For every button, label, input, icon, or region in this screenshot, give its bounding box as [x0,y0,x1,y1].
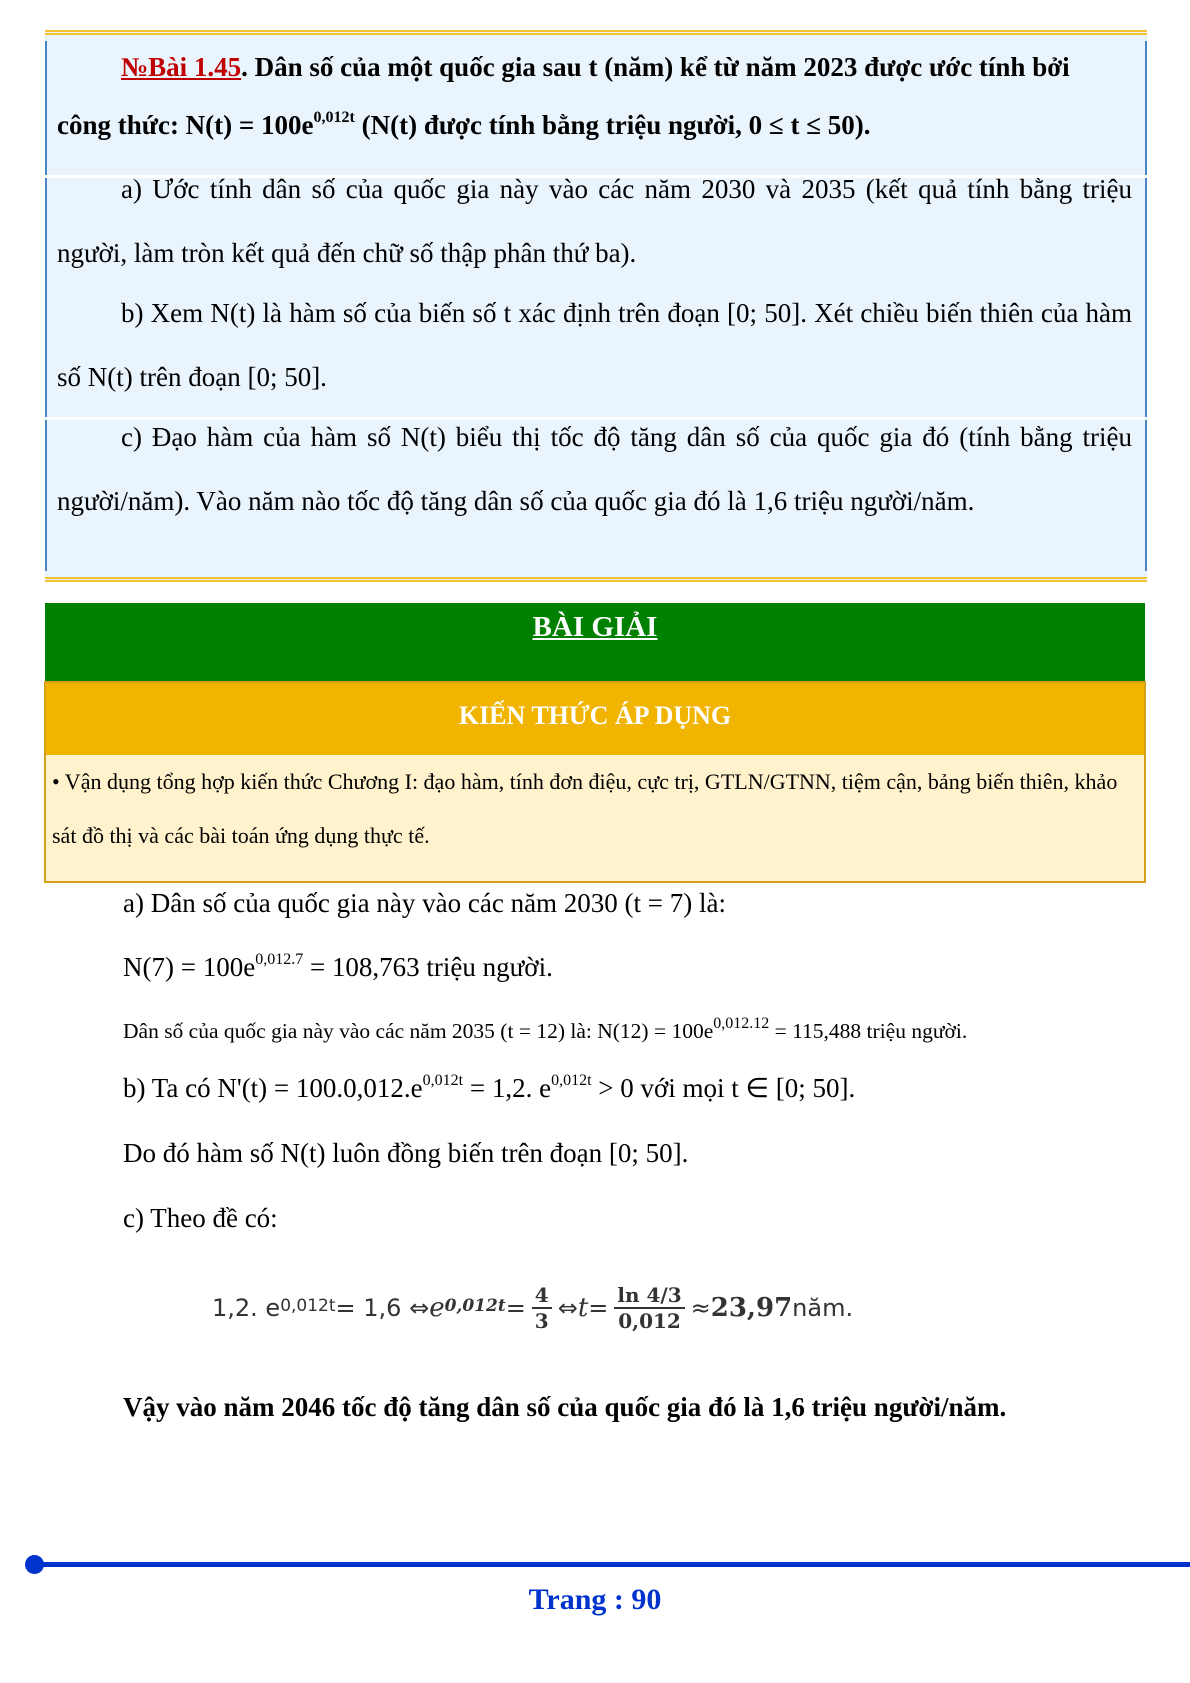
solution-b-conclusion: Do đó hàm số N(t) luôn đồng biến trên đoạn [0; 50]. [123,1138,689,1168]
problem-number: №Bài 1.45 [121,52,242,82]
solution-a-n12: Dân số của quốc gia này vào các năm 2035 (t = 12) là: $N(12) = 100e^{0,012.12} = 115,488$ triệu người. [123,1014,968,1043]
solution-c-intro: c) Theo đề có: [123,1203,278,1233]
problem-formula-line: công thức: $N(t) = 100e^{0,012t}$ (N(t) được tính bằng triệu người, 0 ≤ t ≤ 50). [57,109,871,140]
fraction-ln-over-rate: $\frac{\ln 4/3}{0,012}$ [614,1283,684,1333]
solution-a-n7: $N(7) = 100e^{0,012.7} = 108,763$ triệu người. [123,951,553,982]
knowledge-text: • Vận dụng tổng hợp kiến thức Chương I: đạo hàm, tính đơn điệu, cực trị, GTLN/GTNN, tiệm cận, bảng biến thiên, khảo sát đồ thị và các bài toán ứng dụng thực tế. [52,769,1118,848]
knowledge-box [44,681,1146,883]
problem-part-c: c) Đạo hàm của hàm số N(t) biểu thị tốc độ tăng dân số của quốc gia đó (tính bằng triệu người/năm). Vào năm nào tốc độ tăng dân số của quốc gia đó là 1,6 triệu người/năm. [57,422,1132,516]
page-number: Trang : 90 [528,1583,662,1616]
solution-b-derivative: b) Ta có $N'(t) = 100.0,012.e^{0,012t} = 1,2$. $e^{0,012t} > 0$ với mọi t ∈ [0; 50]. [123,1072,856,1103]
knowledge-title: KIẾN THỨC ÁP DỤNG [46,683,1144,755]
problem-box [45,30,1147,582]
formula-result: 23,97 [710,1293,793,1323]
problem-right-border [1145,41,1147,571]
solution-a-intro: a) Dân số của quốc gia này vào các năm 2030 (t = 7) là: [123,888,727,918]
footer-dot [25,1555,44,1574]
solution-conclusion: Vậy vào năm 2046 tốc độ tăng dân số của quốc gia đó là 1,6 triệu người/năm. [123,1392,1007,1422]
solution-header: BÀI GIẢI [532,611,658,643]
problem-left-border [45,41,47,571]
solution-c-formula: 1,2. e $^{0,012t}$ = 1,6 ⇔ e $^{0,012t}$ = $\frac{4}{3}$ ⇔ t = $\frac{\ln 4/3}{0,012}$ ≈ 23,97 năm. [212,1283,854,1333]
footer-line [34,1562,1190,1567]
problem-part-a: a) Ước tính dân số của quốc gia này vào các năm 2030 và 2035 (kết quả tính bằng triệu người, làm tròn kết quả đến chữ số thập phân thứ ba). [57,174,1132,268]
problem-part-b: b) Xem N(t) là hàm số của biến số t xác định trên đoạn [0; 50]. Xét chiều biến thiên của hàm số N(t) trên đoạn [0; 50]. [57,298,1132,392]
fraction-four-thirds: $\frac{4}{3}$ [532,1283,552,1333]
problem-statement: №Bài 1.45. Dân số của một quốc gia sau t (năm) kể từ năm 2023 được ước tính bởi [121,52,1070,82]
solution-header-bar [45,603,1145,681]
